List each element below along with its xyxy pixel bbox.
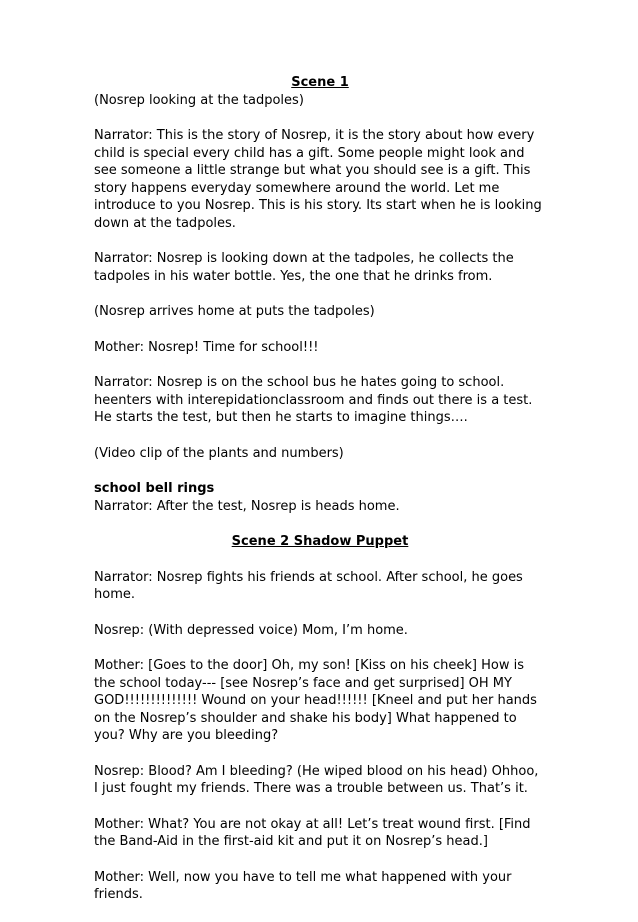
mother-line: Mother: Nosrep! Time for school!!!	[94, 339, 319, 355]
sound-cue: school bell rings	[94, 481, 215, 496]
scene-1-heading: Scene 1	[291, 75, 349, 90]
stage-direction: (Nosrep arrives home at puts the tadpoles)	[94, 304, 375, 319]
mother-line: Mother: What? You are not okay at all! Let’s treat wound first. [Find the Band-Aid in the first-aid kit and put it on Nosrep’s head.]	[94, 816, 531, 849]
stage-direction: (Video clip of the plants and numbers)	[94, 445, 344, 461]
script-page	[94, 74, 546, 922]
mother-line: Mother: Well, now you have to tell me what happened with your friends.	[94, 869, 512, 902]
narrator-line: Narrator: Nosrep is looking down at the tadpoles, he collects the tadpoles in his water bottle. Yes, the one that he drinks from.	[94, 251, 514, 284]
mother-line: Mother: [Goes to the door] Oh, my son! [Kiss on his cheek] How is the school today--- [see Nosrep’s face and get surprised] OH MY GOD!!!!!!!!!!!!!! Wound on your head!!!!!! [Kneel and put her hands on the Nosrep’s shoulder and shake his body] What happened to you? Why are you bleeding?	[94, 658, 537, 743]
stage-direction: (Nosrep looking at the tadpoles)	[94, 92, 304, 108]
nosrep-line: Nosrep: (With depressed voice) Mom, I’m home.	[94, 622, 408, 638]
narrator-line: Narrator: Nosrep is on the school bus he hates going to school. heenters with interepidationclassroom and finds out there is a test. He starts the test, but then he starts to imagine things….	[94, 375, 533, 425]
nosrep-line: Nosrep: Blood? Am I bleeding? (He wiped blood on his head) Ohhoo, I just fought my friends. There was a trouble between us. That’s it.	[94, 763, 539, 796]
narrator-line: Narrator: After the test, Nosrep is heads home.	[94, 498, 400, 514]
narrator-line: Narrator: Nosrep fights his friends at school. After school, he goes home.	[94, 569, 523, 602]
narrator-line: Narrator: This is the story of Nosrep, it is the story about how every child is special every child has a gift. Some people might look and see someone a little strange but what you should see is a gift. This story happens everyday somewhere around the world. Let me introduce to you Nosrep. This is his story. Its start when he is looking down at the tadpoles.	[94, 128, 542, 231]
scene-2-heading: Scene 2 Shadow Puppet	[231, 534, 409, 549]
